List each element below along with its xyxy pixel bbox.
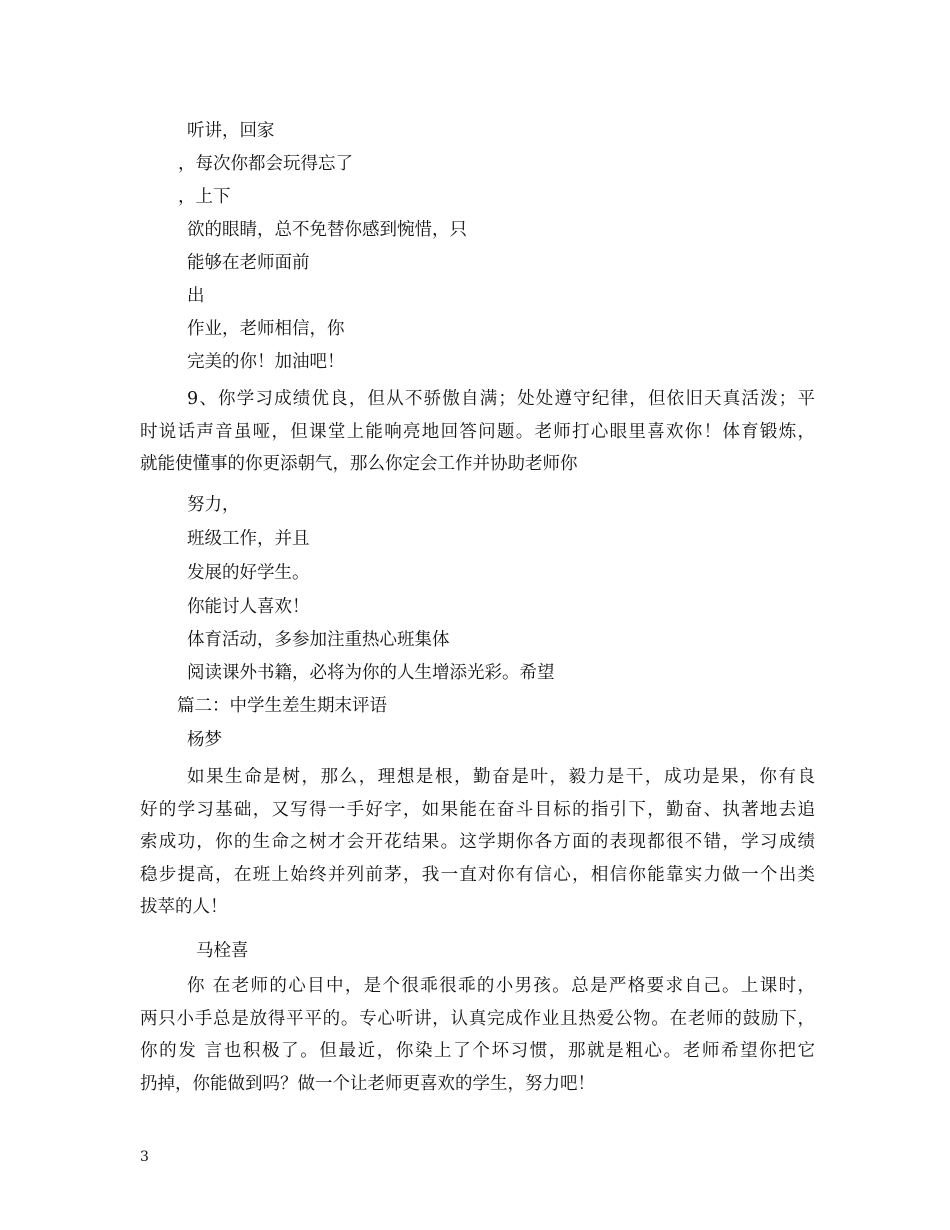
text-fragment: 班级工作，并且 [187,529,310,549]
text-fragment: 体育活动，多参加注重热心班集体 [187,630,450,650]
text-fragment: 努力， [187,495,240,515]
text-fragment: ，每次你都会玩得忘了 [178,154,353,174]
paragraph-line: 9、你学习成绩优良，但从不骄傲自满；处处遵守纪律，但依旧天真活泼；平 [187,389,815,409]
paragraph-line: 时说话声音虽哑，但课堂上能响亮地回答问题。老师打心眼里喜欢你！体育锻炼， [140,421,815,442]
text-fragment: 作业，老师相信，你 [187,319,345,339]
student-comment [140,761,815,924]
section-title: 篇二：中学生差生期末评语 [177,696,387,716]
paragraph-line: 两只小手总是放得平平的。专心听讲，认真完成作业且热爱公物。在老师的鼓励下， [140,1008,815,1029]
paragraph-line: 就能使懂事的你更添朝气，那么你定会工作并协助老师你 [140,454,578,474]
text-fragment: ，上下 [178,187,231,207]
paragraph-line: 扔掉，你能做到吗？做一个让老师更喜欢的学生，努力吧！ [140,1073,595,1094]
page-number: 3 [140,1149,149,1165]
text-fragment: 欲的眼睛，总不免替你感到惋惜，只 [187,220,467,240]
text-fragment: 完美的你！加油吧！ [187,352,345,372]
paragraph-line: 你 在老师的心目中，是个很乖很乖的小男孩。总是严格要求自己。上课时， [187,976,815,996]
student-name: 杨梦 [187,730,222,750]
paragraph-line: 你的发 言也积极了。但最近，你染上了个坏习惯，那就是粗心。老师希望你把它 [140,1041,815,1061]
text-fragment: 出 [187,286,205,306]
comment-item-9 [140,383,815,481]
paragraph-line: 好的学习基础，又写得一手好字，如果能在奋斗目标的指引下，勤奋、执著地去追 [140,799,815,820]
text-fragment: 能够在老师面前 [187,253,310,273]
student-comment [140,970,815,1100]
text-fragment: 听讲，回家 [187,121,275,141]
student-name: 马栓喜 [196,941,249,961]
paragraph-line: 如果生命是树，那么，理想是根，勤奋是叶，毅力是干，成功是果，你有良 [187,767,815,787]
paragraph-line: 稳步提高，在班上始终并列前茅，我一直对你有信心，相信你能靠实力做一个出类 [140,864,815,885]
paragraph-line: 索成功，你的生命之树才会开花结果。这学期你各方面的表现都很不错，学习成绩 [140,832,815,852]
paragraph-line: 拔萃的人！ [140,897,228,917]
text-fragment: 发展的好学生。 [187,563,310,583]
text-fragment: 你能讨人喜欢！ [187,597,310,617]
text-fragment: 阅读课外书籍，必将为你的人生增添光彩。希望 [187,663,555,683]
